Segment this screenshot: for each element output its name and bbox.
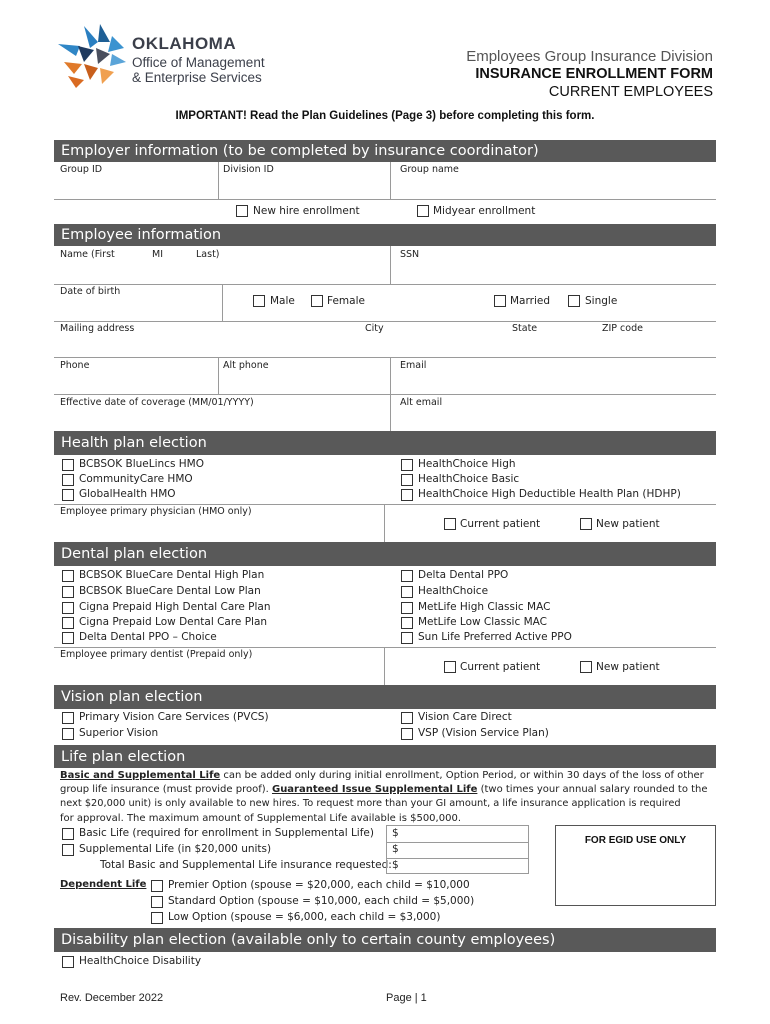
- disability-checkbox[interactable]: [62, 956, 74, 968]
- dental-option-checkbox[interactable]: [62, 586, 74, 598]
- alt-phone-label: Alt phone: [223, 360, 269, 371]
- dental-option-label: HealthChoice: [418, 585, 489, 597]
- dental-option-checkbox[interactable]: [401, 632, 413, 644]
- egid-use-label: FOR EGID USE ONLY: [584, 835, 687, 846]
- primary-dentist-label: Employee primary dentist (Prepaid only): [60, 649, 253, 660]
- new-hire-label: New hire enrollment: [253, 205, 360, 217]
- life-text-2a: group life insurance (must provide proof).: [60, 784, 272, 796]
- dental-option-label: MetLife Low Classic MAC: [418, 616, 547, 628]
- dental-option-checkbox[interactable]: [62, 570, 74, 582]
- mi-label: MI: [152, 249, 163, 260]
- egid-use-box: [555, 825, 716, 906]
- division-name: Employees Group Insurance Division: [466, 48, 713, 65]
- male-label: Male: [270, 295, 295, 307]
- org-name-line1: OKLAHOMA: [132, 34, 237, 53]
- primary-physician-label: Employee primary physician (HMO only): [60, 506, 252, 517]
- total-life-amount[interactable]: $: [392, 859, 399, 871]
- life-text-1: can be added only during initial enrollment, Option Period, or within 30 days of the loss of other: [220, 770, 704, 781]
- basic-life-amount[interactable]: $: [392, 827, 399, 839]
- dental-option-label: Cigna Prepaid Low Dental Care Plan: [79, 616, 268, 628]
- alt-email-label: Alt email: [400, 397, 443, 408]
- vision-option-label: Vision Care Direct: [418, 711, 512, 723]
- dental-option-label: Sun Life Preferred Active PPO: [418, 631, 572, 643]
- female-checkbox[interactable]: [311, 295, 323, 307]
- health-option-checkbox[interactable]: [62, 459, 74, 471]
- vision-option-checkbox[interactable]: [62, 728, 74, 740]
- dependent-option-checkbox[interactable]: [151, 880, 163, 892]
- vision-option-checkbox[interactable]: [401, 728, 413, 740]
- dental-option-checkbox[interactable]: [401, 570, 413, 582]
- health-option-label: HealthChoice High Deductible Health Plan (HDHP): [418, 488, 681, 500]
- health-section-bar: Health plan election: [54, 431, 716, 455]
- dependent-option-label: Standard Option (spouse = $10,000, each child = $5,000): [168, 895, 475, 907]
- org-name-line3: & Enterprise Services: [132, 70, 262, 85]
- dental-option-label: Delta Dental PPO: [418, 569, 509, 581]
- life-section-bar: Life plan election: [54, 745, 716, 768]
- dental-option-checkbox[interactable]: [401, 586, 413, 598]
- org-name-line2: Office of Management: [132, 55, 265, 70]
- dental-new-patient-label: New patient: [596, 661, 660, 673]
- health-option-label: HealthChoice High: [418, 458, 516, 470]
- dependent-option-checkbox[interactable]: [151, 912, 163, 924]
- health-option-checkbox[interactable]: [62, 489, 74, 501]
- single-label: Single: [585, 295, 618, 307]
- supplemental-life-label: Supplemental Life (in $20,000 units): [79, 843, 272, 855]
- life-text-4: for approval. The maximum amount of Supplemental Life available is $500,000.: [60, 812, 461, 824]
- health-option-label: CommunityCare HMO: [79, 473, 193, 485]
- mailing-address-label: Mailing address: [60, 323, 135, 334]
- dental-option-checkbox[interactable]: [401, 617, 413, 629]
- group-id-label: Group ID: [60, 164, 103, 175]
- dental-option-checkbox[interactable]: [62, 632, 74, 644]
- life-text-3: next $20,000 unit) is only available to new hires. To request more than your GI amount, a life insurance application is required: [60, 798, 681, 810]
- dental-new-patient-checkbox[interactable]: [580, 661, 592, 673]
- married-checkbox[interactable]: [494, 295, 506, 307]
- vision-option-checkbox[interactable]: [62, 712, 74, 724]
- supplemental-life-checkbox[interactable]: [62, 844, 74, 856]
- star-logo-icon: [54, 22, 128, 90]
- logo: [54, 22, 294, 90]
- current-patient-checkbox[interactable]: [444, 518, 456, 530]
- female-label: Female: [327, 295, 365, 307]
- health-option-label: BCBSOK BlueLincs HMO: [79, 458, 204, 470]
- dental-option-checkbox[interactable]: [62, 617, 74, 629]
- vision-option-label: Primary Vision Care Services (PVCS): [79, 711, 269, 723]
- vision-section-bar: Vision plan election: [54, 685, 716, 709]
- division-id-label: Division ID: [223, 164, 274, 175]
- health-option-checkbox[interactable]: [401, 474, 413, 486]
- dental-option-checkbox[interactable]: [62, 602, 74, 614]
- dependent-option-label: Low Option (spouse = $6,000, each child = $3,000): [168, 911, 441, 923]
- male-checkbox[interactable]: [253, 295, 265, 307]
- vision-option-label: Superior Vision: [79, 727, 159, 739]
- new-hire-checkbox[interactable]: [236, 205, 248, 217]
- life-text-2b: (two times your annual salary rounded to the: [477, 784, 708, 796]
- life-amount-table: [386, 825, 529, 874]
- dental-option-label: BCBSOK BlueCare Dental Low Plan: [79, 585, 261, 597]
- basic-life-label: Basic Life (required for enrollment in Supplemental Life): [79, 827, 374, 839]
- important-note: IMPORTANT! Read the Plan Guidelines (Page 3) before completing this form.: [175, 110, 595, 122]
- dental-option-label: Cigna Prepaid High Dental Care Plan: [79, 601, 271, 613]
- dental-section-bar: Dental plan election: [54, 542, 716, 566]
- married-label: Married: [510, 295, 550, 307]
- health-option-checkbox[interactable]: [401, 459, 413, 471]
- life-bold-2: Guaranteed Issue Supplemental Life: [271, 784, 478, 796]
- health-option-checkbox[interactable]: [62, 474, 74, 486]
- state-label: State: [512, 323, 538, 334]
- revision-date: Rev. December 2022: [60, 992, 164, 1004]
- dental-option-label: MetLife High Classic MAC: [418, 601, 551, 613]
- basic-life-checkbox[interactable]: [62, 828, 74, 840]
- midyear-checkbox[interactable]: [417, 205, 429, 217]
- employer-section-bar: Employer information (to be completed by insurance coordinator): [54, 140, 716, 162]
- form-subtitle: CURRENT EMPLOYEES: [548, 84, 713, 100]
- dental-option-label: Delta Dental PPO – Choice: [79, 631, 217, 643]
- last-label: Last): [196, 249, 220, 260]
- life-paragraph: [60, 769, 720, 826]
- phone-label: Phone: [60, 360, 90, 371]
- current-patient-label: Current patient: [460, 518, 541, 530]
- page-number: Page | 1: [386, 992, 427, 1004]
- total-life-label: Total Basic and Supplemental Life insurance requested:: [100, 859, 392, 871]
- new-patient-checkbox[interactable]: [580, 518, 592, 530]
- dependent-option-checkbox[interactable]: [151, 896, 163, 908]
- effective-date-label: Effective date of coverage (MM/01/YYYY): [60, 397, 254, 408]
- dental-option-label: BCBSOK BlueCare Dental High Plan: [79, 569, 265, 581]
- life-bold-1: Basic and Supplemental Life: [60, 770, 221, 781]
- new-patient-label: New patient: [596, 518, 660, 530]
- disability-section-bar: Disability plan election (available only to certain county employees): [54, 928, 716, 952]
- name-first-label: Name (First: [60, 249, 115, 260]
- group-name-label: Group name: [400, 164, 459, 175]
- dependent-option-label: Premier Option (spouse = $20,000, each child = $10,000: [168, 879, 470, 891]
- health-option-checkbox[interactable]: [401, 489, 413, 501]
- email-label: Email: [400, 360, 427, 371]
- dental-option-checkbox[interactable]: [401, 602, 413, 614]
- disability-label: HealthChoice Disability: [79, 955, 202, 967]
- midyear-label: Midyear enrollment: [433, 205, 536, 217]
- city-label: City: [365, 323, 384, 334]
- dependent-life-label: Dependent Life: [60, 879, 147, 890]
- health-option-label: HealthChoice Basic: [418, 473, 520, 485]
- vision-option-checkbox[interactable]: [401, 712, 413, 724]
- employee-section-bar: Employee information: [54, 224, 716, 246]
- dental-current-patient-checkbox[interactable]: [444, 661, 456, 673]
- dental-current-patient-label: Current patient: [460, 661, 541, 673]
- zip-label: ZIP code: [602, 323, 643, 334]
- vision-option-label: VSP (Vision Service Plan): [418, 727, 549, 739]
- form-title: INSURANCE ENROLLMENT FORM: [475, 66, 713, 82]
- ssn-label: SSN: [400, 249, 420, 260]
- supplemental-life-amount[interactable]: $: [392, 843, 399, 855]
- single-checkbox[interactable]: [568, 295, 580, 307]
- dob-label: Date of birth: [60, 286, 121, 297]
- health-option-label: GlobalHealth HMO: [79, 488, 176, 500]
